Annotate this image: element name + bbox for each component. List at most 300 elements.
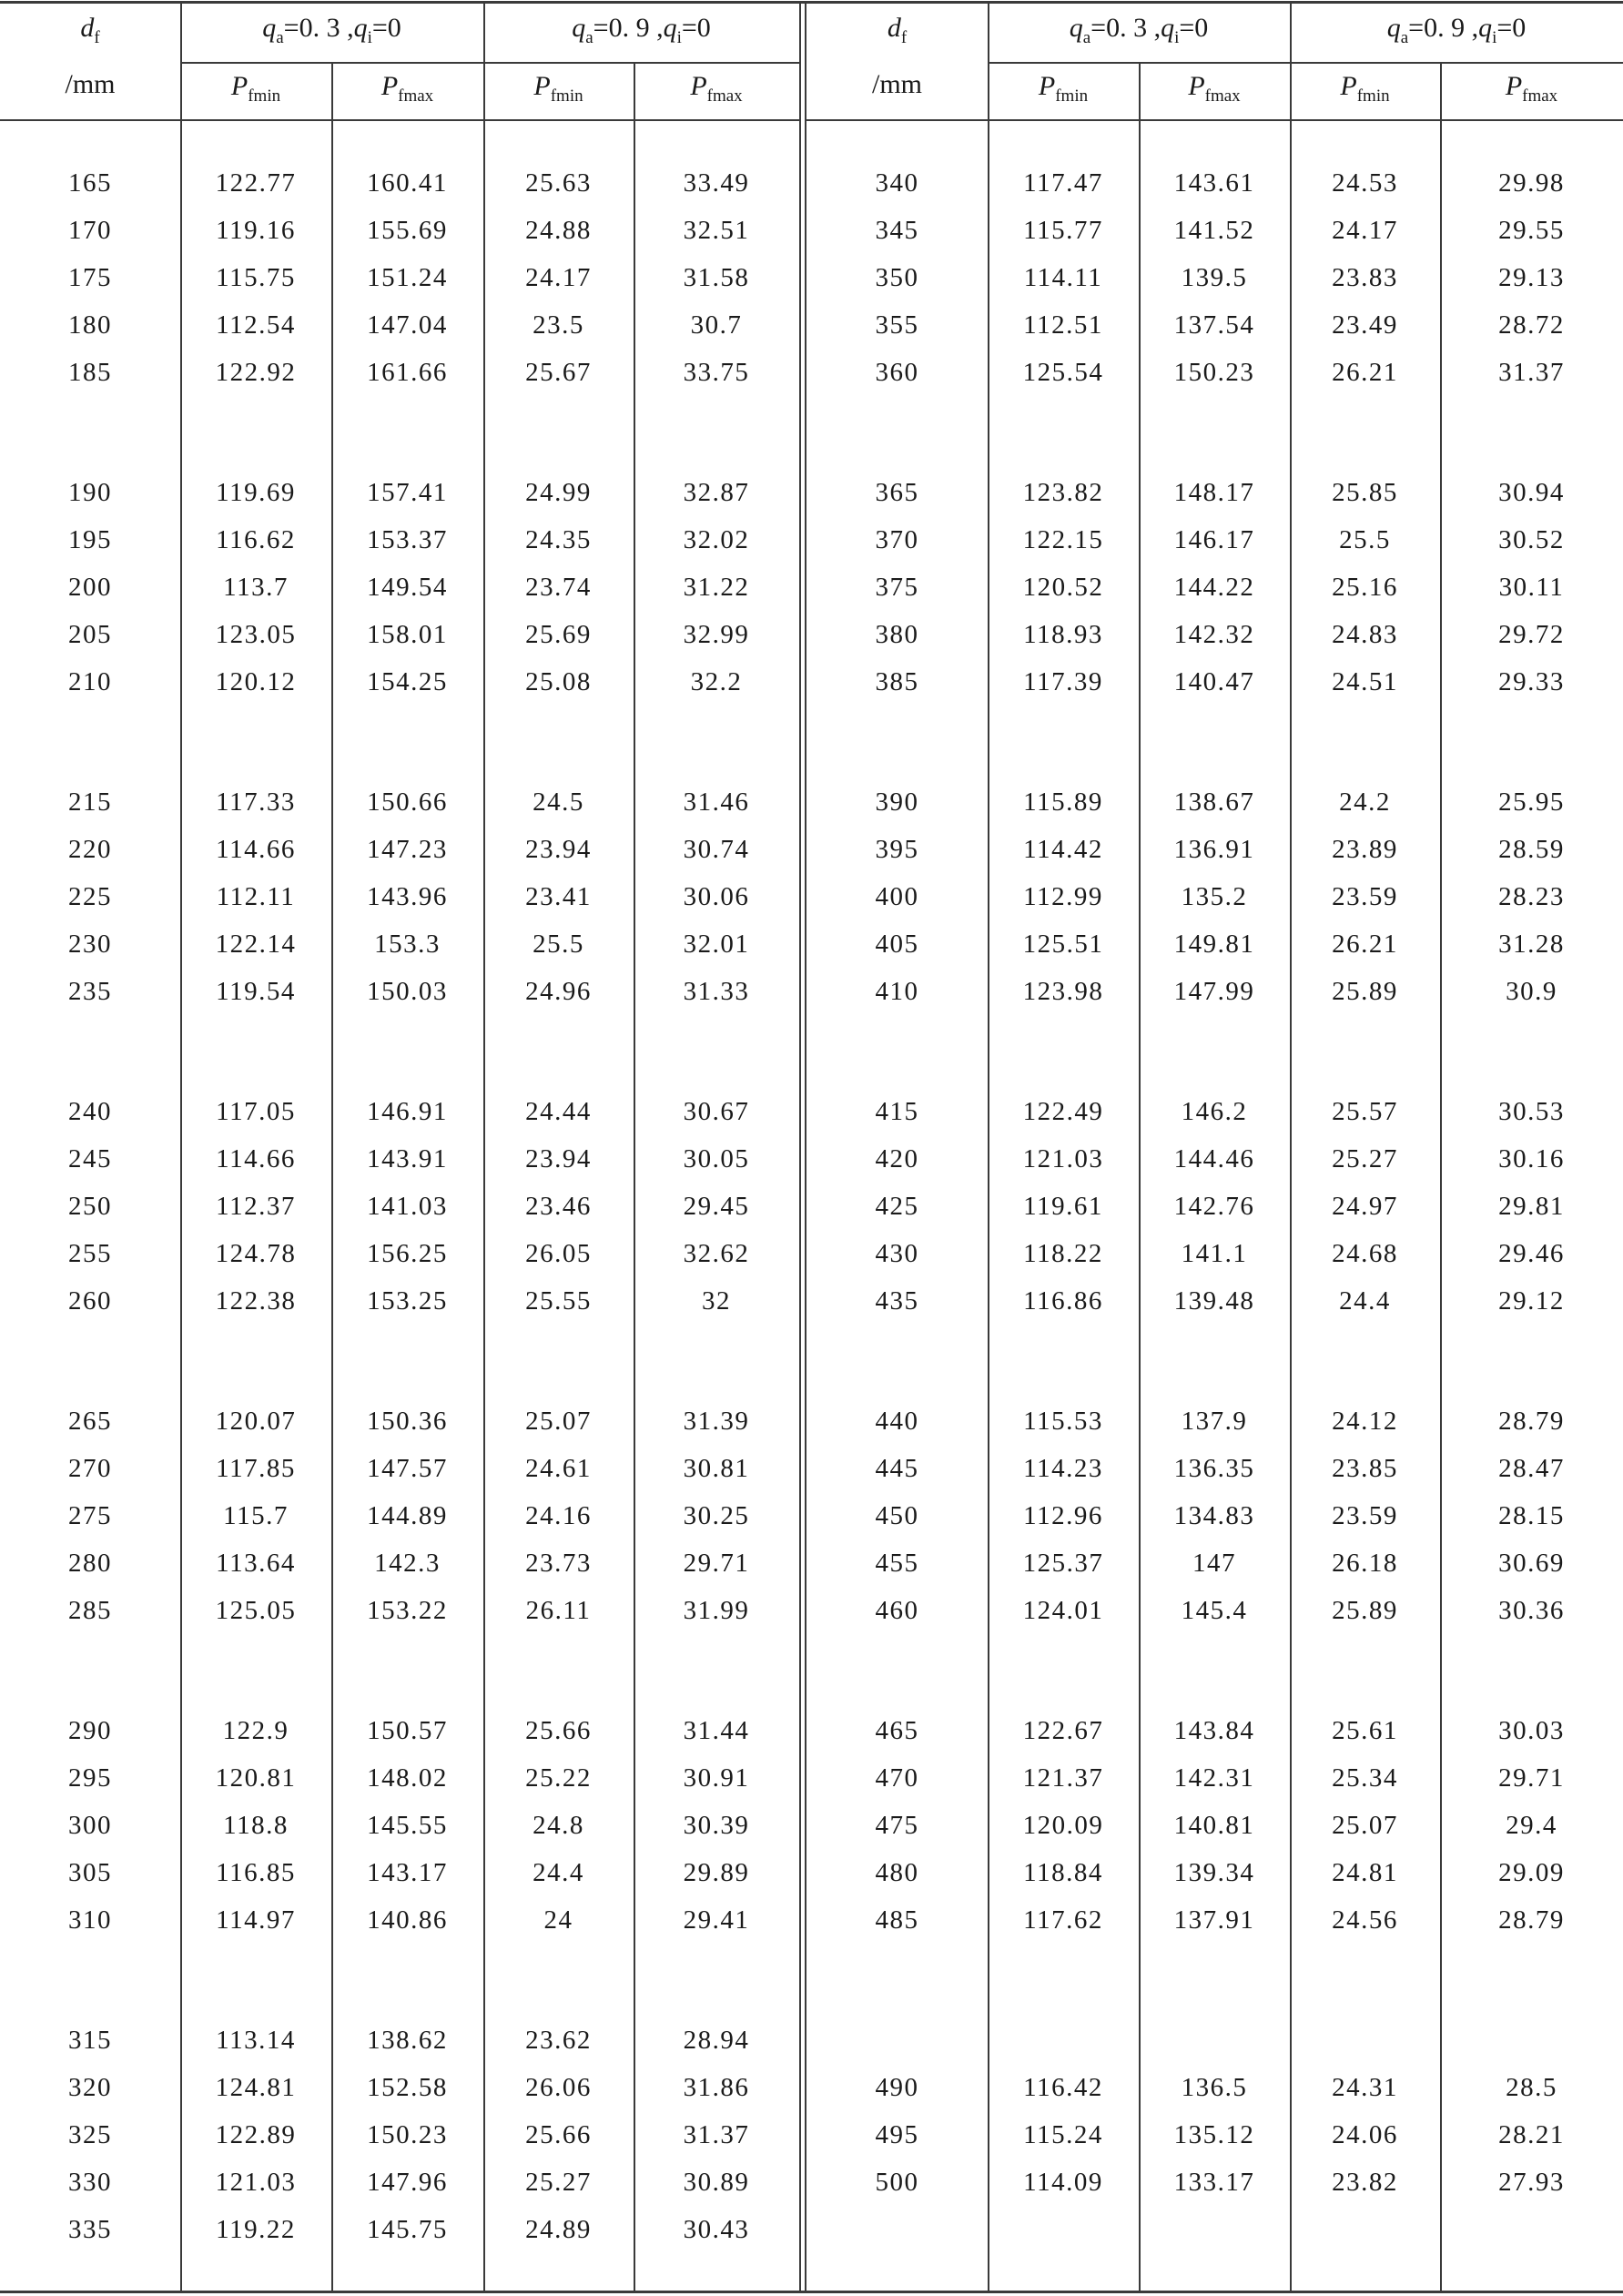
pfmax-q09-cell: 30.06 [683,882,750,911]
pfmin-q09-cell: 24.2 [1339,787,1391,817]
pfmin-q09-cell: 24.99 [525,478,592,507]
pfmax-q03-cell: 133.17 [1173,2168,1255,2197]
df-cell: 200 [68,573,112,602]
pfmax-q09-cell: 29.71 [1498,1763,1565,1793]
df-cell: 420 [875,1144,919,1173]
df-cell: 290 [68,1716,112,1745]
qi-value: =0 [1496,13,1527,43]
p-subscript: fmax [398,86,434,106]
pfmax-q03-cell: 143.91 [367,1144,448,1173]
pfmin-q03-cell: 122.77 [215,168,297,198]
group-underline [988,62,1623,64]
pfmin-q03-cell: 122.92 [215,358,297,387]
pfmax-q03-cell: 147.57 [367,1454,448,1483]
pfmin-q09-cell: 25.08 [525,667,592,696]
pfmin-q09-cell: 24.89 [525,2215,592,2244]
pfmin-q09-cell: 25.07 [1332,1811,1398,1840]
df-cell: 485 [875,1905,919,1935]
pfmax-q03-cell: 145.4 [1181,1596,1248,1625]
df-cell: 275 [68,1501,112,1530]
pfmax-q03-cell: 146.91 [367,1097,448,1126]
pfmin-q03-cell: 125.51 [1022,930,1104,959]
df-cell: 490 [875,2073,919,2102]
pfmin-q09-cell: 25.5 [1339,525,1391,554]
pfmax-q03-cell: 150.23 [1173,358,1255,387]
pfmax-q09-cell: 32.2 [690,667,743,696]
pfmax-q09-cell: 30.43 [683,2215,750,2244]
pfmax-q09-cell: 31.37 [683,2120,750,2149]
qa-symbol: q [262,13,277,43]
pfmin-q03-cell: 123.05 [215,620,297,649]
pfmax-q03-cell: 153.25 [367,1286,448,1316]
pfmin-q09-cell: 24.17 [1332,216,1398,245]
df-cell: 375 [875,573,919,602]
pfmax-q09-cell: 31.46 [683,787,750,817]
pfmax-q03-cell: 150.36 [367,1407,448,1436]
qa-value: =0. 9 , [593,13,664,43]
pfmin-q03-cell: 112.99 [1023,882,1103,911]
pfmax-q09-cell: 31.58 [683,263,750,292]
pfmax-q09-cell: 29.46 [1498,1239,1565,1268]
pfmin-q03-cell: 118.93 [1023,620,1103,649]
df-cell: 385 [875,667,919,696]
pfmax-q09-cell: 28.72 [1498,310,1565,340]
df-cell: 255 [68,1239,112,1268]
pfmax-q03-cell: 147.99 [1173,977,1255,1006]
pfmin-q03-cell: 112.54 [216,310,296,340]
pfmin-q09-cell: 23.46 [525,1192,592,1221]
pfmin-q09-cell: 23.49 [1332,310,1398,340]
df-cell: 195 [68,525,112,554]
qi-value: =0 [1179,13,1209,43]
qa-value: =0. 3 , [283,13,354,43]
df-cell: 500 [875,2168,919,2197]
pfmax-q09-cell: 31.33 [683,977,750,1006]
header-divider-rule [0,119,799,121]
pfmin-q03-cell: 113.14 [216,2026,296,2055]
pfmax-q09-cell: 28.79 [1498,1905,1565,1935]
pfmax-q03-cell: 147.96 [367,2168,448,2197]
pfmax-q09-cell: 32.62 [683,1239,750,1268]
p-subscript: fmax [1204,86,1241,106]
pfmax-q09-cell: 30.94 [1498,478,1565,507]
qi-symbol: q [1478,13,1493,43]
df-cell: 400 [875,882,919,911]
df-cell: 425 [875,1192,919,1221]
qa-symbol: q [572,13,586,43]
df-cell: 475 [875,1811,919,1840]
pfmin-q03-cell: 120.07 [215,1407,297,1436]
df-cell: 280 [68,1549,112,1578]
pfmin-q09-cell: 24.5 [533,787,584,817]
pfmin-q09-cell: 24.4 [533,1858,584,1887]
df-cell: 235 [68,977,112,1006]
df-cell: 310 [68,1905,112,1935]
pfmin-q09-cell: 23.59 [1332,882,1398,911]
pfmax-header-right [1139,71,1290,107]
pfmin-q03-cell: 117.39 [1023,667,1103,696]
pfmin-q09-cell: 23.59 [1332,1501,1398,1530]
pfmin-q09-cell: 24.96 [525,977,592,1006]
pfmin-header-left [180,71,331,107]
pfmax-q03-cell: 148.17 [1173,478,1255,507]
p-subscript: fmax [706,86,743,106]
pfmin-q09-cell: 23.94 [525,835,592,864]
pfmax-q03-cell: 146.17 [1173,525,1255,554]
pfmin-q09-cell: 25.89 [1332,977,1398,1006]
pfmax-q09-cell: 30.25 [683,1501,750,1530]
qa-subscript: a [276,28,284,47]
pfmin-q03-cell: 122.49 [1022,1097,1104,1126]
pfmin-q03-cell: 114.66 [216,1144,296,1173]
pfmin-q03-cell: 117.05 [216,1097,296,1126]
pfmin-q03-cell: 117.33 [216,787,296,817]
pfmax-q03-cell: 155.69 [367,216,448,245]
pfmax-q09-cell: 29.4 [1506,1811,1557,1840]
pfmin-header-right [1290,71,1440,107]
qi-symbol: q [663,13,677,43]
pfmin-q09-cell: 23.89 [1332,835,1398,864]
pfmin-q09-cell: 26.11 [525,1596,592,1625]
pfmax-q09-cell: 31.44 [683,1716,750,1745]
pfmax-q09-cell: 31.28 [1498,930,1565,959]
pfmax-q03-cell: 149.54 [367,573,448,602]
df-cell: 365 [875,478,919,507]
pfmax-q03-cell: 149.81 [1173,930,1255,959]
pfmin-q03-cell: 115.7 [223,1501,289,1530]
pfmax-q03-cell: 137.9 [1181,1407,1248,1436]
pfmin-q09-cell: 25.27 [525,2168,592,2197]
pfmin-q03-cell: 125.37 [1022,1549,1104,1578]
pfmax-header-left [634,71,799,107]
pfmin-q03-cell: 117.62 [1023,1905,1103,1935]
df-cell: 415 [875,1097,919,1126]
pfmax-q09-cell: 30.9 [1506,977,1557,1006]
pfmin-q09-cell: 24.88 [525,216,592,245]
pfmin-q03-cell: 115.77 [1023,216,1103,245]
pfmax-q03-cell: 137.91 [1173,1905,1255,1935]
pfmax-q09-cell: 33.75 [683,358,750,387]
pfmax-q09-cell: 33.49 [683,168,750,198]
pfmax-q03-cell: 157.41 [367,478,448,507]
pfmax-q09-cell: 29.89 [683,1858,750,1887]
df-cell: 450 [875,1501,919,1530]
p-symbol: P [1340,71,1357,101]
pfmin-q03-cell: 119.54 [216,977,296,1006]
qi-subscript: i [1492,28,1497,47]
pfmax-q03-cell: 142.32 [1173,620,1255,649]
pfmax-q03-cell: 139.34 [1173,1858,1255,1887]
df-cell: 455 [875,1549,919,1578]
qa-subscript: a [1400,28,1409,47]
pfmax-q09-cell: 27.93 [1498,2168,1565,2197]
df-cell: 175 [68,263,112,292]
pfmax-q09-cell: 29.71 [683,1549,750,1578]
pfmax-q03-cell: 134.83 [1173,1501,1255,1530]
pfmin-q03-cell: 124.78 [215,1239,297,1268]
pfmax-q09-cell: 30.03 [1498,1716,1565,1745]
pfmin-q03-cell: 112.96 [1023,1501,1103,1530]
pfmin-q03-cell: 122.89 [215,2120,297,2149]
df-cell: 190 [68,478,112,507]
df-cell: 300 [68,1811,112,1840]
pfmin-q09-cell: 25.5 [533,930,584,959]
pfmax-q03-cell: 147.04 [367,310,448,340]
pfmin-q03-cell: 114.11 [1023,263,1103,292]
qi-subscript: i [1174,28,1180,47]
pfmin-q09-cell: 26.21 [1332,930,1398,959]
df-cell: 360 [875,358,919,387]
pfmin-q03-cell: 114.23 [1023,1454,1103,1483]
pfmax-q03-cell: 138.67 [1173,787,1255,817]
pfmax-q09-cell: 29.33 [1498,667,1565,696]
pfmax-q09-cell: 29.98 [1498,168,1565,198]
pfmax-q09-cell: 29.41 [683,1905,750,1935]
pfmax-q09-cell: 28.23 [1498,882,1565,911]
qa-value: =0. 9 , [1408,13,1479,43]
pfmin-q09-cell: 25.89 [1332,1596,1398,1625]
pfmin-q09-cell: 25.67 [525,358,592,387]
pfmax-q03-cell: 150.03 [367,977,448,1006]
pfmin-q03-cell: 120.52 [1022,573,1104,602]
pfmin-q09-cell: 23.85 [1332,1454,1398,1483]
df-cell: 225 [68,882,112,911]
p-subscript: fmin [248,86,281,106]
pfmax-q03-cell: 145.55 [367,1811,448,1840]
df-cell: 170 [68,216,112,245]
df-cell: 335 [68,2215,112,2244]
pfmax-q09-cell: 30.74 [683,835,750,864]
group1-header-right [988,13,1290,48]
df-cell: 330 [68,2168,112,2197]
pfmax-q09-cell: 30.89 [683,2168,750,2197]
pfmin-q09-cell: 26.18 [1332,1549,1398,1578]
pfmin-q09-cell: 25.66 [525,1716,592,1745]
df-symbol: d [80,13,95,43]
pfmin-q03-cell: 125.05 [215,1596,297,1625]
pfmin-q09-cell: 24.12 [1332,1407,1398,1436]
pfmax-q09-cell: 30.7 [690,310,743,340]
pfmax-q03-cell: 139.5 [1181,263,1248,292]
pfmax-q09-cell: 30.81 [683,1454,750,1483]
df-cell: 435 [875,1286,919,1316]
pfmin-q09-cell: 23.73 [525,1549,592,1578]
pfmax-q03-cell: 143.61 [1173,168,1255,198]
pfmin-q09-cell: 24.81 [1332,1858,1398,1887]
df-cell: 305 [68,1858,112,1887]
pfmax-q09-cell: 30.36 [1498,1596,1565,1625]
pfmax-q09-cell: 28.15 [1498,1501,1565,1530]
df-cell: 430 [875,1239,919,1268]
pfmax-q09-cell: 29.13 [1498,263,1565,292]
pfmax-q09-cell: 30.05 [683,1144,750,1173]
group-underline [180,62,799,64]
pfmin-q03-cell: 116.42 [1023,2073,1103,2102]
pfmax-q03-cell: 148.02 [367,1763,448,1793]
df-cell: 220 [68,835,112,864]
pfmax-q03-cell: 151.24 [367,263,448,292]
pfmax-q03-cell: 142.3 [374,1549,441,1578]
pfmax-q03-cell: 145.75 [367,2215,448,2244]
pfmin-q09-cell: 26.05 [525,1239,592,1268]
df-cell: 355 [875,310,919,340]
pfmin-q03-cell: 117.85 [216,1454,296,1483]
df-cell: 205 [68,620,112,649]
pfmax-q09-cell: 32.99 [683,620,750,649]
pfmin-q09-cell: 25.69 [525,620,592,649]
pfmax-q03-cell: 136.5 [1181,2073,1248,2102]
group2-header-right [1290,13,1623,48]
header-divider-rule [805,119,1623,121]
p-symbol: P [1038,71,1056,101]
pfmax-q09-cell: 29.55 [1498,216,1565,245]
pfmin-q03-cell: 118.8 [223,1811,289,1840]
pfmin-q09-cell: 26.21 [1332,358,1398,387]
df-cell: 390 [875,787,919,817]
pfmin-q03-cell: 116.85 [216,1858,296,1887]
pfmax-q03-cell: 150.23 [367,2120,448,2149]
pfmax-q03-cell: 137.54 [1173,310,1255,340]
df-cell: 265 [68,1407,112,1436]
df-cell: 410 [875,977,919,1006]
pfmin-q03-cell: 112.51 [1023,310,1103,340]
df-cell: 440 [875,1407,919,1436]
df-cell: 260 [68,1286,112,1316]
df-cell: 250 [68,1192,112,1221]
pfmin-q09-cell: 23.62 [525,2026,592,2055]
pfmin-q03-cell: 118.84 [1023,1858,1103,1887]
df-header-right [806,13,988,48]
pfmax-q09-cell: 28.79 [1498,1407,1565,1436]
df-cell: 465 [875,1716,919,1745]
df-cell: 350 [875,263,919,292]
pfmax-q09-cell: 29.09 [1498,1858,1565,1887]
pfmin-q09-cell: 25.16 [1332,573,1398,602]
table-top-rule [0,1,1623,4]
pfmax-q03-cell: 150.57 [367,1716,448,1745]
pfmax-q03-cell: 135.2 [1181,882,1248,911]
pfmax-q09-cell: 30.11 [1498,573,1565,602]
pfmin-q03-cell: 122.14 [215,930,297,959]
pfmax-q03-cell: 146.2 [1181,1097,1248,1126]
p-subscript: fmin [1356,86,1390,106]
pfmax-q09-cell: 31.39 [683,1407,750,1436]
qi-value: =0 [371,13,401,43]
pfmax-q09-cell: 32.02 [683,525,750,554]
pfmin-q03-cell: 122.38 [215,1286,297,1316]
pfmin-q09-cell: 23.83 [1332,263,1398,292]
pfmin-q09-cell: 25.55 [525,1286,592,1316]
df-cell: 345 [875,216,919,245]
pfmin-q09-cell: 24.97 [1332,1192,1398,1221]
pfmax-q09-cell: 30.39 [683,1811,750,1840]
pfmin-q03-cell: 121.03 [215,2168,297,2197]
pfmax-q09-cell: 32 [702,1286,731,1316]
pfmax-q09-cell: 25.95 [1498,787,1565,817]
pfmin-q03-cell: 116.86 [1023,1286,1103,1316]
qa-value: =0. 3 , [1090,13,1161,43]
pfmax-header-right [1440,71,1623,107]
pfmin-q03-cell: 115.89 [1023,787,1103,817]
df-cell: 240 [68,1097,112,1126]
pfmax-q03-cell: 144.46 [1173,1144,1255,1173]
pfmax-q03-cell: 156.25 [367,1239,448,1268]
group2-header-left [483,13,799,48]
pfmax-q03-cell: 143.17 [367,1858,448,1887]
pfmin-q03-cell: 115.24 [1023,2120,1103,2149]
pfmin-q03-cell: 120.09 [1022,1811,1104,1840]
df-cell: 230 [68,930,112,959]
df-cell: 320 [68,2073,112,2102]
pfmax-q03-cell: 158.01 [367,620,448,649]
pfmin-q03-cell: 112.11 [216,882,296,911]
table-bottom-rule [0,2291,1623,2293]
pfmin-q09-cell: 25.34 [1332,1763,1398,1793]
pfmin-q09-cell: 23.41 [525,882,592,911]
pfmin-q03-cell: 120.81 [215,1763,297,1793]
pfmax-q03-cell: 136.91 [1173,835,1255,864]
df-cell: 445 [875,1454,919,1483]
df-subscript: f [900,28,908,47]
df-cell: 325 [68,2120,112,2149]
pfmax-q09-cell: 28.94 [683,2026,750,2055]
df-cell: 285 [68,1596,112,1625]
pfmax-q03-cell: 161.66 [367,358,448,387]
pfmin-q09-cell: 26.06 [525,2073,592,2102]
pfmax-q03-cell: 136.35 [1173,1454,1255,1483]
pfmax-q09-cell: 29.81 [1498,1192,1565,1221]
p-subscript: fmin [1055,86,1089,106]
pfmax-q03-cell: 147.23 [367,835,448,864]
pfmin-q03-cell: 125.54 [1022,358,1104,387]
df-cell: 340 [875,168,919,198]
pfmin-q03-cell: 115.53 [1023,1407,1103,1436]
pfmin-q09-cell: 25.57 [1332,1097,1398,1126]
pfmin-q03-cell: 122.15 [1022,525,1104,554]
pfmax-q03-cell: 139.48 [1173,1286,1255,1316]
df-subscript: f [94,28,100,47]
pfmin-q03-cell: 114.66 [216,835,296,864]
qa-subscript: a [585,28,593,47]
pfmin-q09-cell: 24.56 [1332,1905,1398,1935]
pfmax-q09-cell: 32.01 [683,930,750,959]
pfmin-q09-cell: 23.5 [533,310,584,340]
pfmax-q09-cell: 29.45 [683,1192,750,1221]
pfmin-q03-cell: 114.09 [1023,2168,1103,2197]
pfmin-q03-cell: 117.47 [1023,168,1103,198]
pfmin-q03-cell: 119.61 [1023,1192,1103,1221]
pfmin-q09-cell: 24.61 [525,1454,592,1483]
pfmin-q03-cell: 115.75 [216,263,296,292]
pfmax-q03-cell: 142.76 [1173,1192,1255,1221]
df-cell: 245 [68,1144,112,1173]
pfmin-q03-cell: 119.22 [216,2215,296,2244]
pfmax-q03-cell: 135.12 [1173,2120,1255,2149]
pfmax-q09-cell: 30.16 [1498,1144,1565,1173]
pfmin-q03-cell: 113.64 [216,1549,296,1578]
pfmax-q03-cell: 140.47 [1173,667,1255,696]
pfmax-q03-cell: 141.03 [367,1192,448,1221]
pfmin-q03-cell: 122.67 [1022,1716,1104,1745]
pfmax-q09-cell: 30.69 [1498,1549,1565,1578]
df-cell: 395 [875,835,919,864]
pfmin-q09-cell: 25.27 [1332,1144,1398,1173]
p-symbol: P [690,71,707,101]
pfmin-q03-cell: 121.03 [1022,1144,1104,1173]
qa-symbol: q [1069,13,1083,43]
pfmax-q03-cell: 150.66 [367,787,448,817]
pfmax-q09-cell: 31.86 [683,2073,750,2102]
